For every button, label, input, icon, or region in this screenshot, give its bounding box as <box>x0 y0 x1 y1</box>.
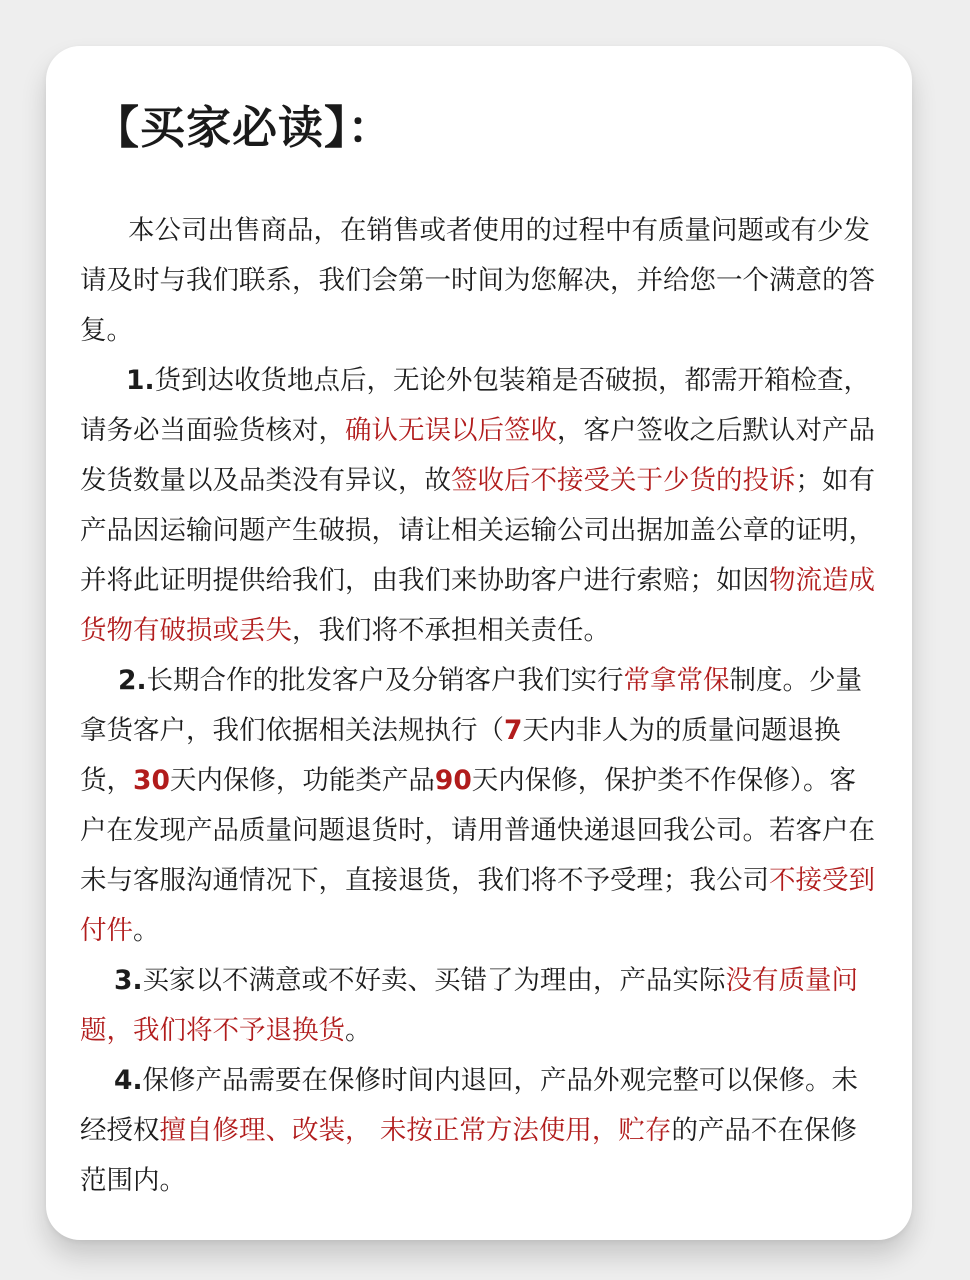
item-4-text-2: 的产品不在保修范围内。 <box>80 1115 857 1196</box>
intro-paragraph <box>80 206 880 356</box>
item-3-highlight-1: 没有质量问题，我们将不予退换货 <box>80 965 859 1046</box>
item-1-text-4: ，我们将不承担相关责任。 <box>292 615 610 646</box>
item-4-text-1: 保修产品需要在保修时间内退回，产品外观完整可以保修。未经授权 <box>80 1065 859 1146</box>
item-1-text-2: ，客户签收之后默认对产品发货数量以及品类没有异议，故 <box>80 415 875 496</box>
item-4-number: 4. <box>114 1065 143 1096</box>
item-2-highlight-2: 不接受到付件 <box>80 865 875 946</box>
item-2-number-90: 90 <box>434 765 472 796</box>
item-2-text-3: 天内非人为的质量问题退换货， <box>80 715 841 796</box>
item-2-number: 2. <box>118 665 147 696</box>
item-3-text-2: 。 <box>345 1015 372 1046</box>
notice-body <box>80 206 880 1206</box>
item-1-highlight-1: 确认无误以后签收 <box>345 415 557 446</box>
notice-title: 【买家必读】： <box>94 101 394 154</box>
item-4-highlight-1: 擅自修理、改装， 未按正常方法使用，贮存 <box>159 1115 672 1146</box>
item-3-number: 3. <box>114 965 143 996</box>
item-2-text-5: 天内保修，保护类不作保修）。客户在发现产品质量问题退货时，请用普通快递退回我公司。若客户在未与客服沟通情况下，直接退货，我们将不予受理；我公司 <box>80 765 875 896</box>
item-1-text-1: 货到达收货地点后，无论外包装箱是否破损，都需开箱检查，请务必当面验货核对， <box>80 365 871 446</box>
item-1-number: 1. <box>126 365 155 396</box>
intro-text: 本公司出售商品，在销售或者使用的过程中有质量问题或有少发请及时与我们联系，我们会第一时间为您解决，并给您一个满意的答复。 <box>80 215 875 346</box>
item-1-text-3: ；如有产品因运输问题产生破损，请让相关运输公司出据加盖公章的证明，并将此证明提供给我们，由我们来协助客户进行索赔；如因 <box>80 465 875 596</box>
item-2-text-6: 。 <box>133 915 160 946</box>
item-2-text-1: 长期合作的批发客户及分销客户我们实行 <box>146 665 624 696</box>
item-2-number-30: 30 <box>133 765 170 796</box>
item-2-number-7: 7 <box>504 715 523 746</box>
item-3-paragraph <box>80 956 880 1056</box>
notice-card <box>46 46 912 1240</box>
item-2-text-2: 制度。少量拿货客户，我们依据相关法规执行（ <box>80 665 863 746</box>
item-1-paragraph <box>80 356 880 656</box>
item-2-paragraph <box>80 656 880 956</box>
item-2-text-4: 天内保修，功能类产品 <box>169 765 435 796</box>
item-2-highlight-1: 常拿常保 <box>623 665 730 696</box>
item-1-highlight-2: 签收后不接受关于少货的投诉 <box>451 465 796 496</box>
item-4-paragraph <box>80 1056 880 1206</box>
item-3-text-1: 买家以不满意或不好卖、买错了为理由，产品实际 <box>142 965 726 996</box>
item-1-highlight-3: 物流造成货物有破损或丢失 <box>80 565 875 646</box>
